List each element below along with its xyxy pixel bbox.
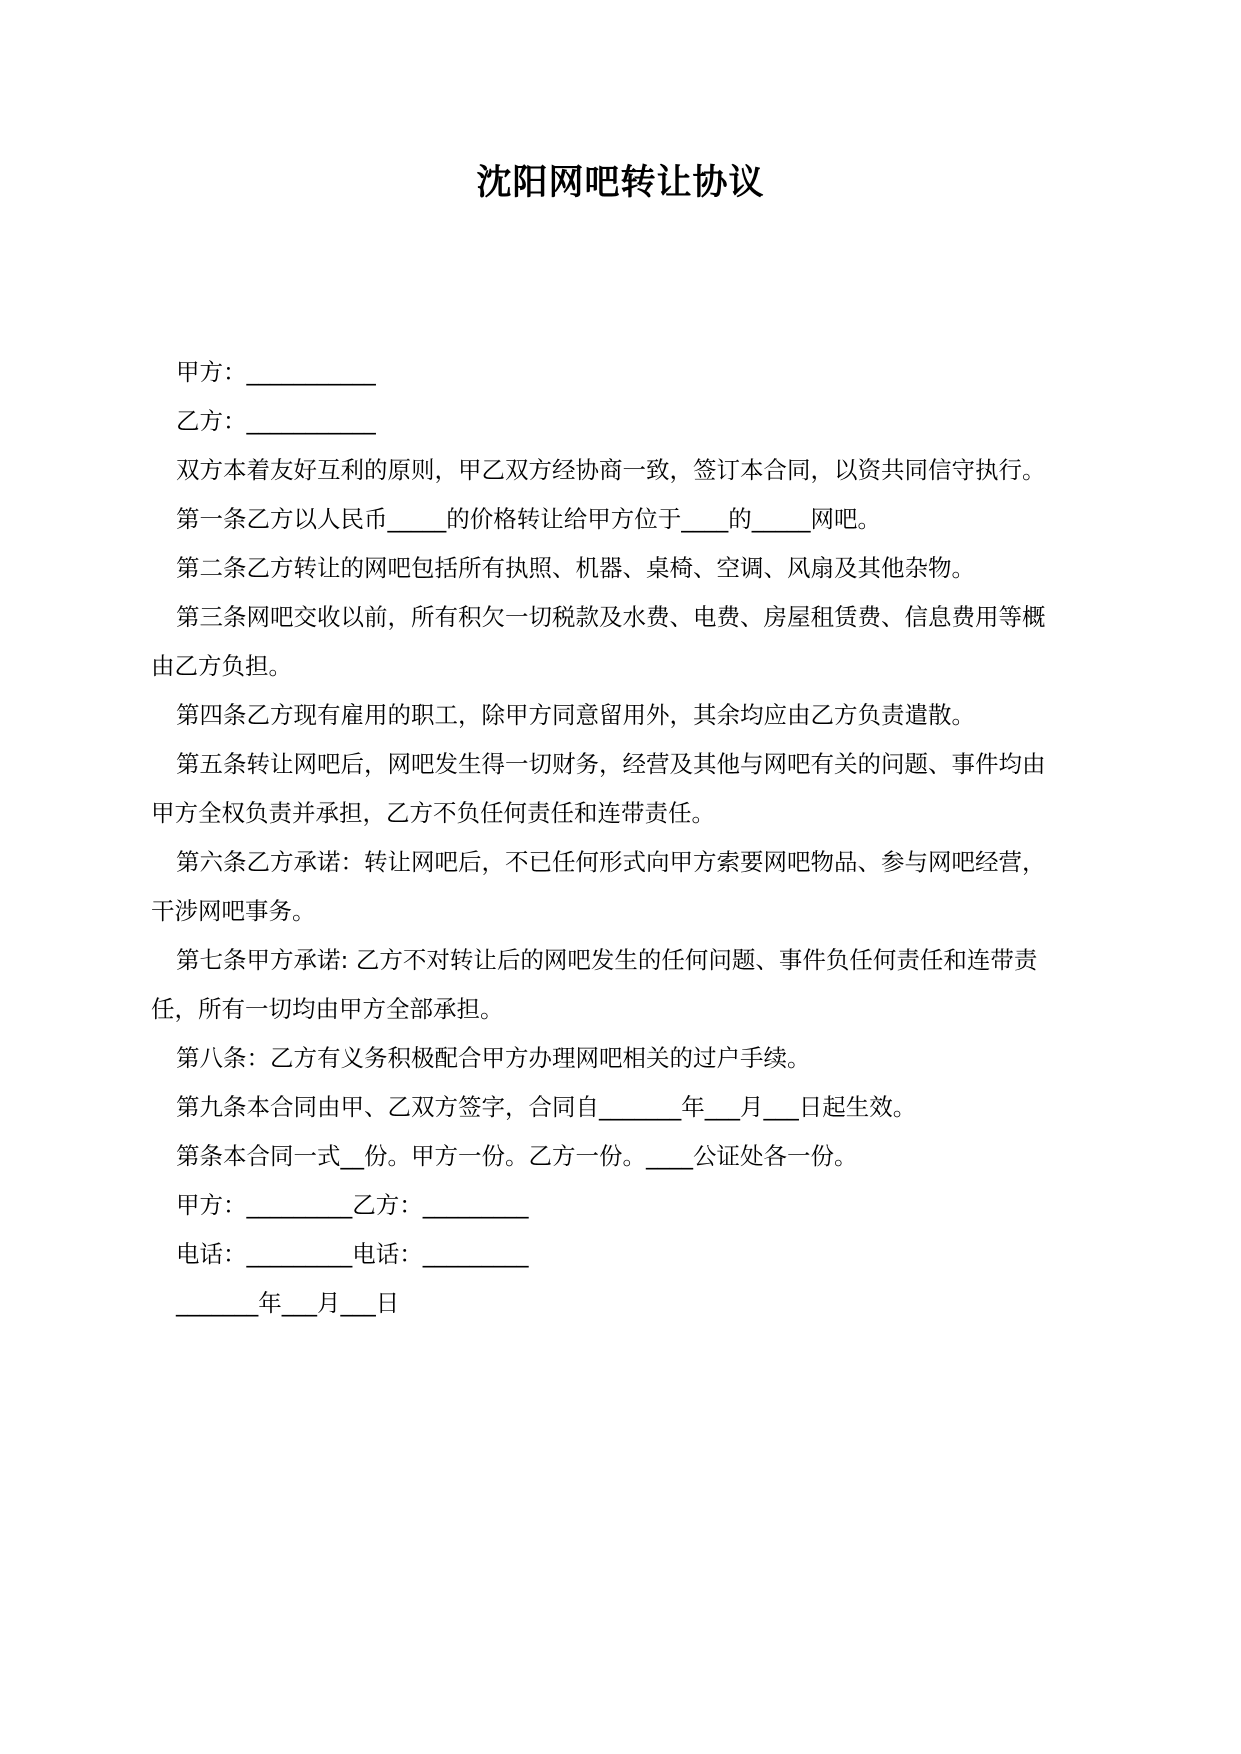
clause-7: 第七条甲方承诺: 乙方不对转让后的网吧发生的任何问题、事件负任何责任和连带责 — [176, 946, 1038, 974]
clause-6: 第六条乙方承诺：转让网吧后，不已任何形式向甲方索要网吧物品、参与网吧经营， — [176, 848, 1046, 876]
clause-5-continued: 甲方全权负责并承担，乙方不负任何责任和连带责任。 — [151, 799, 715, 827]
preamble-paragraph: 双方本着友好互利的原则，甲乙双方经协商一致，签订本合同，以资共同信守执行。 — [176, 456, 1046, 484]
clause-5: 第五条转让网吧后，网吧发生得一切财务，经营及其他与网吧有关的问题、事件均由 — [176, 750, 1046, 778]
clause-8: 第八条：乙方有义务积极配合甲方办理网吧相关的过户手续。 — [176, 1044, 811, 1072]
clause-1: 第一条乙方以人民币_____的价格转让给甲方位于____的_____网吧。 — [176, 505, 881, 533]
clause-6-continued: 干涉网吧事务。 — [151, 897, 316, 925]
clause-4: 第四条乙方现有雇用的职工，除甲方同意留用外，其余均应由乙方负责遣散。 — [176, 701, 975, 729]
document-body — [151, 348, 1111, 1328]
clause-7-continued: 任，所有一切均由甲方全部承担。 — [151, 995, 504, 1023]
signature-phone-line: 电话：_________电话：_________ — [176, 1240, 529, 1268]
party-b-line: 乙方：___________ — [176, 407, 376, 435]
clause-3-continued: 由乙方负担。 — [151, 652, 292, 680]
party-a-line: 甲方：___________ — [176, 358, 376, 386]
signature-parties-line: 甲方：_________乙方：_________ — [176, 1191, 529, 1219]
clause-10: 第条本合同一式__份。甲方一份。乙方一份。____公证处各一份。 — [176, 1142, 858, 1170]
clause-9: 第九条本合同由甲、乙双方签字，合同自_______年___月___日起生效。 — [176, 1093, 917, 1121]
signature-date-line: _______年___月___日 — [176, 1289, 400, 1317]
clause-3: 第三条网吧交收以前，所有积欠一切税款及水费、电费、房屋租赁费、信息费用等概 — [176, 603, 1046, 631]
document-title: 沈阳网吧转让协议 — [476, 163, 765, 203]
clause-2: 第二条乙方转让的网吧包括所有执照、机器、桌椅、空调、风扇及其他杂物。 — [176, 554, 975, 582]
